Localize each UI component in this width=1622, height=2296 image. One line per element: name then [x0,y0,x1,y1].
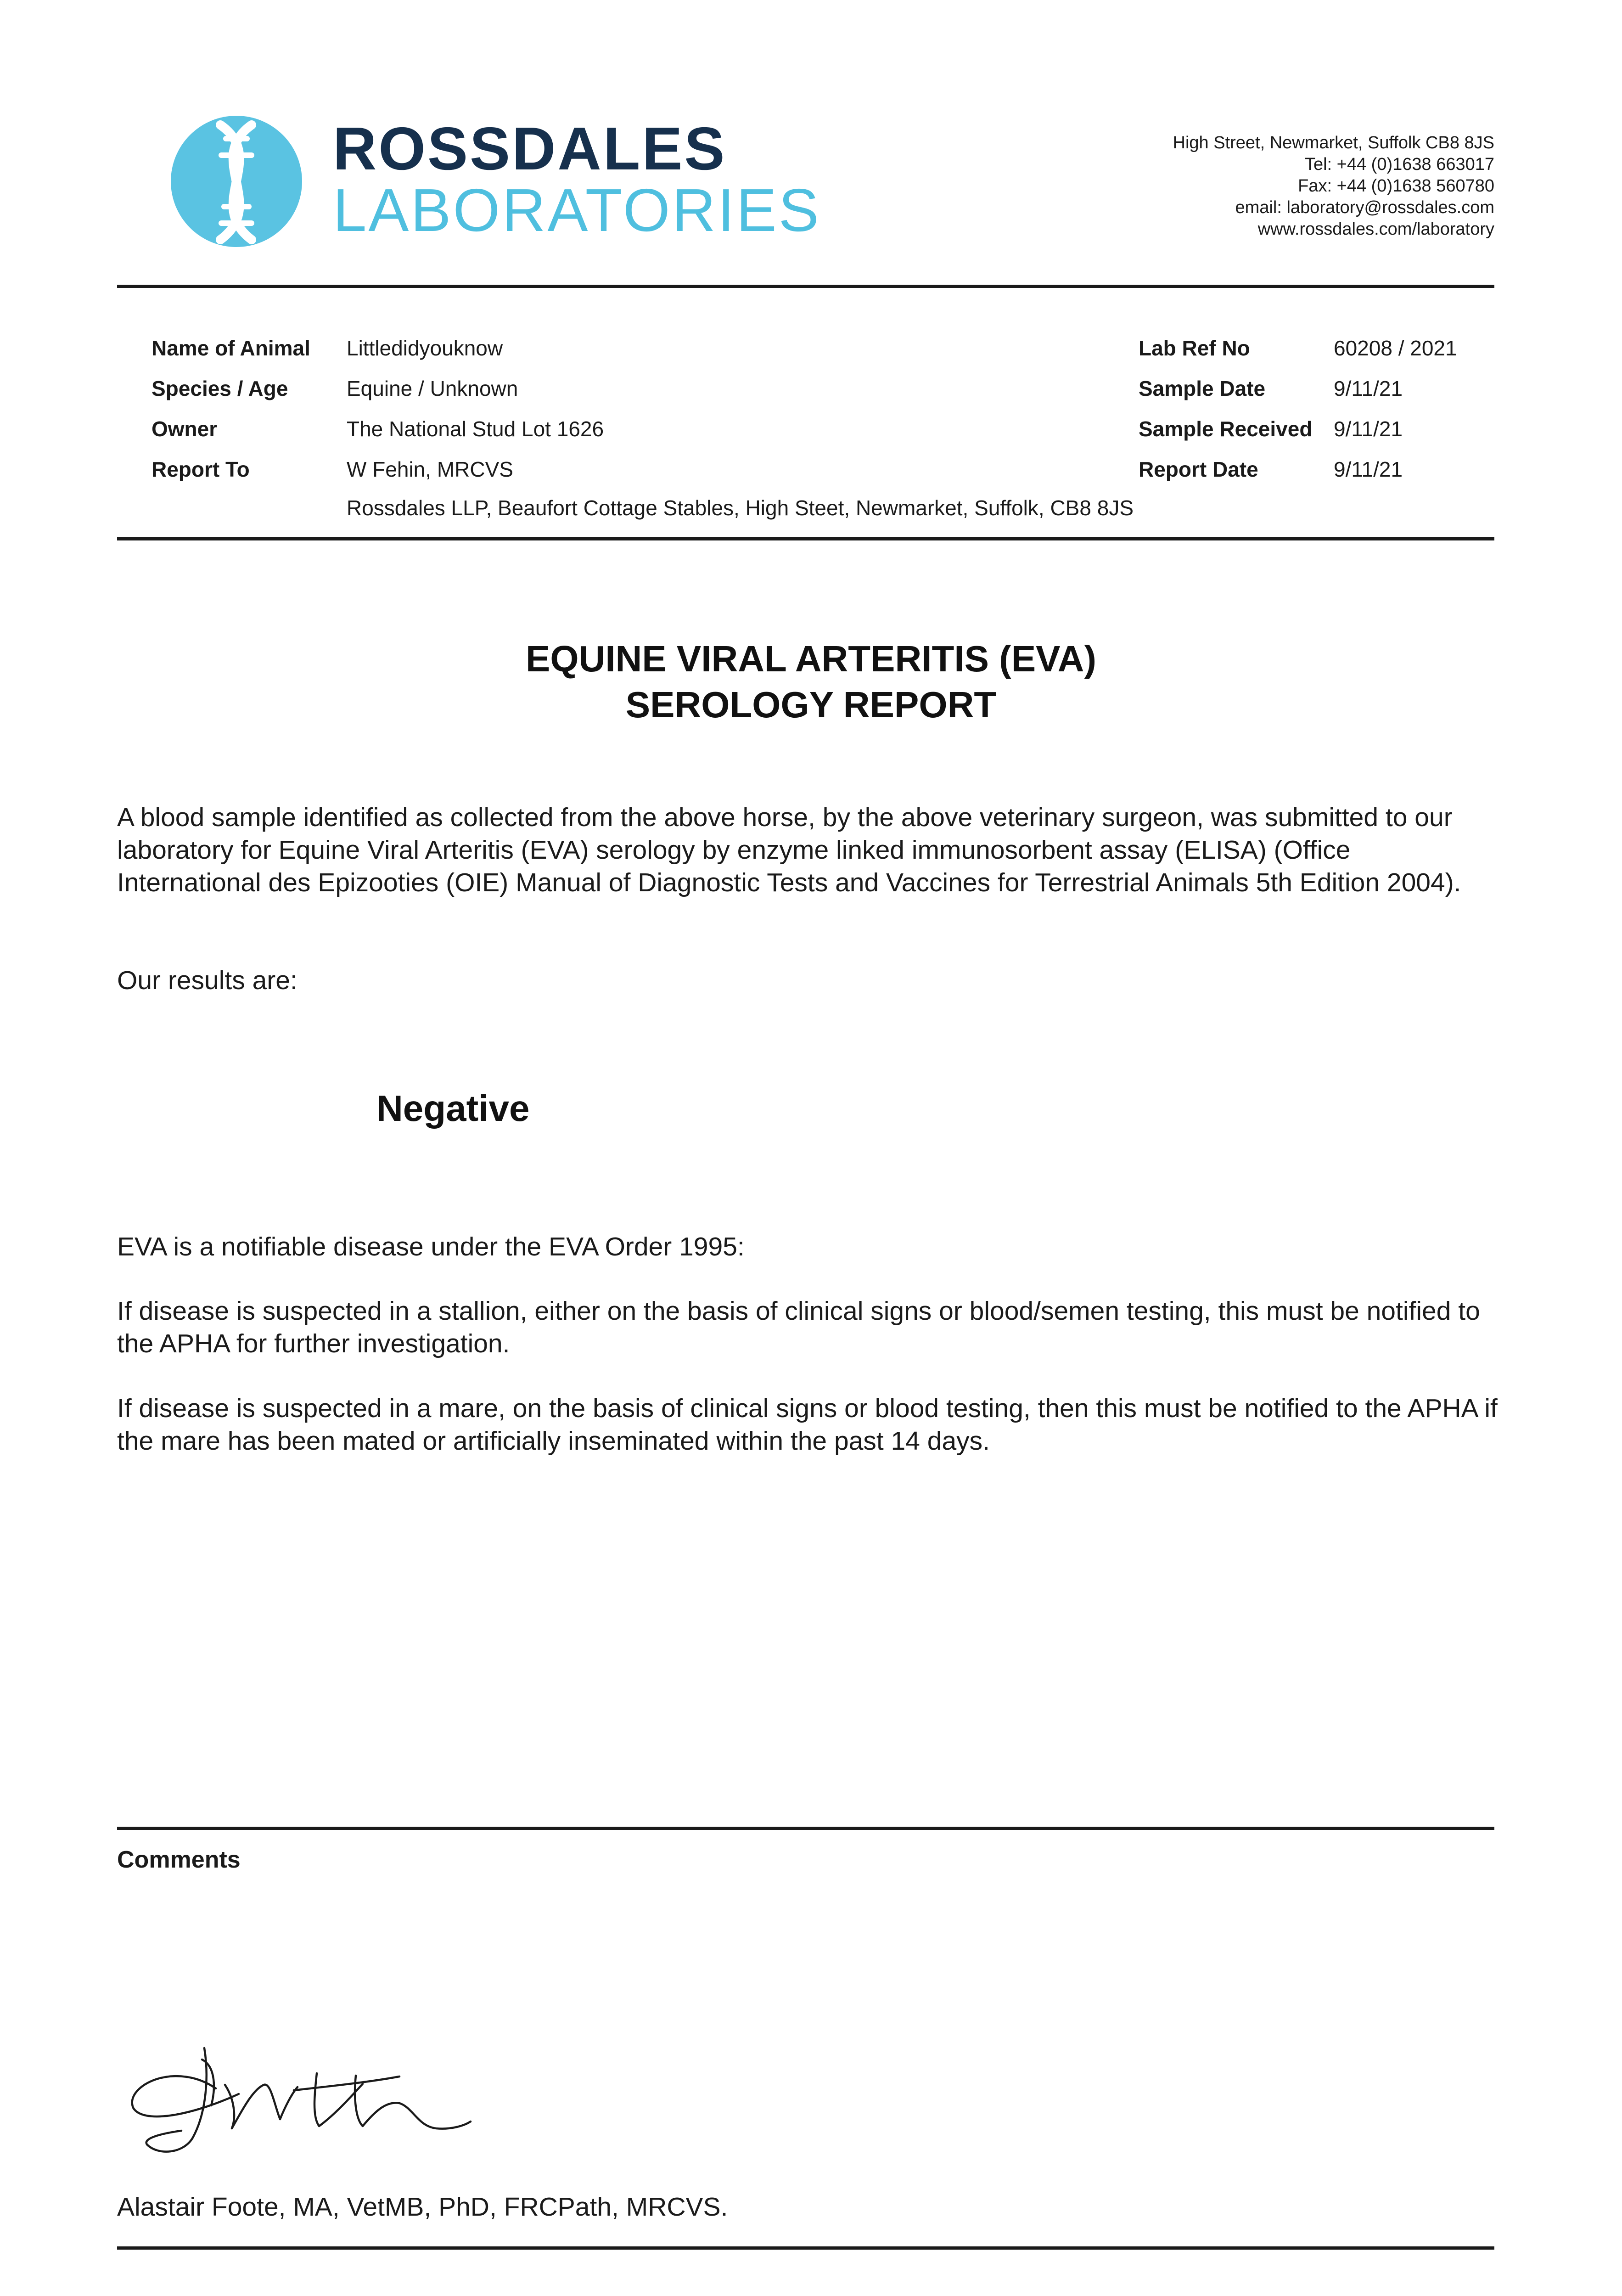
sample-received-label: Sample Received [1139,417,1313,441]
species-age-value: Equine / Unknown [347,377,518,400]
stallion-paragraph: If disease is suspected in a stallion, either on the basis of clinical signs or blood/semen testing, this must be notified to the APHA for further investigation. [117,1296,1480,1358]
signatory-name: Alastair Foote, MA, VetMB, PhD, FRCPath, MRCVS. [117,2192,728,2222]
mare-paragraph: If disease is suspected in a mare, on the basis of clinical signs or blood testing, then this must be notified to the APHA if the mare has been mated or artificially inseminated within the past 14 days. [117,1394,1498,1456]
footer-divider [117,2246,1494,2250]
brand-name: ROSSDALES [333,115,727,182]
header-divider [117,285,1494,288]
contact-email[interactable]: email: laboratory@rossdales.com [1235,198,1494,217]
handwritten-signature [124,2039,477,2163]
intro-paragraph: A blood sample identified as collected from the above horse, by the above veterinary surgeon, was submitted to our laboratory for Equine Viral Arteritis (EVA) serology by enzyme linked immunosorbent assay (ELISA) (Office International des Epizooties (OIE) Manual of Diagnostic Tests and Vaccines for Terrestrial Animals 5th Edition 2004). [117,803,1461,897]
name-of-animal-label: Name of Animal [152,336,310,360]
report-date-label: Report Date [1139,457,1258,481]
contact-block [1173,132,1494,240]
species-age-label: Species / Age [152,377,288,400]
sample-received-value: 9/11/21 [1334,417,1403,441]
result-value: Negative [376,1088,530,1129]
report-title [0,636,1622,728]
results-lead: Our results are: [117,966,297,995]
contact-address: High Street, Newmarket, Suffolk CB8 8JS [1173,133,1494,152]
contact-tel: Tel: +44 (0)1638 663017 [1304,155,1494,174]
dna-helix-icon [170,115,303,248]
owner-value: The National Stud Lot 1626 [347,417,604,441]
report-to-address: Rossdales LLP, Beaufort Cottage Stables, High Steet, Newmarket, Suffolk, CB8 8JS [347,496,1134,520]
sample-date-value: 9/11/21 [1334,377,1403,400]
comments-divider [117,1827,1494,1830]
details-divider [117,537,1494,540]
notifiable-paragraph: EVA is a notifiable disease under the EVA Order 1995: [117,1232,745,1261]
contact-fax: Fax: +44 (0)1638 560780 [1298,176,1494,196]
report-title-line-1: EQUINE VIRAL ARTERITIS (EVA) [525,638,1097,679]
report-date-value: 9/11/21 [1334,457,1403,481]
report-to-value: W Fehin, MRCVS [347,457,513,481]
lab-ref-label: Lab Ref No [1139,336,1250,360]
owner-label: Owner [152,417,218,441]
sample-date-label: Sample Date [1139,377,1266,400]
brand-subtitle: LABORATORIES [333,176,821,244]
report-title-line-2: SEROLOGY REPORT [625,684,997,725]
comments-label: Comments [117,1846,241,1873]
contact-website[interactable]: www.rossdales.com/laboratory [1257,219,1494,239]
lab-ref-value: 60208 / 2021 [1334,336,1457,360]
report-to-label: Report To [152,457,250,481]
name-of-animal-value: Littledidyouknow [347,336,503,360]
